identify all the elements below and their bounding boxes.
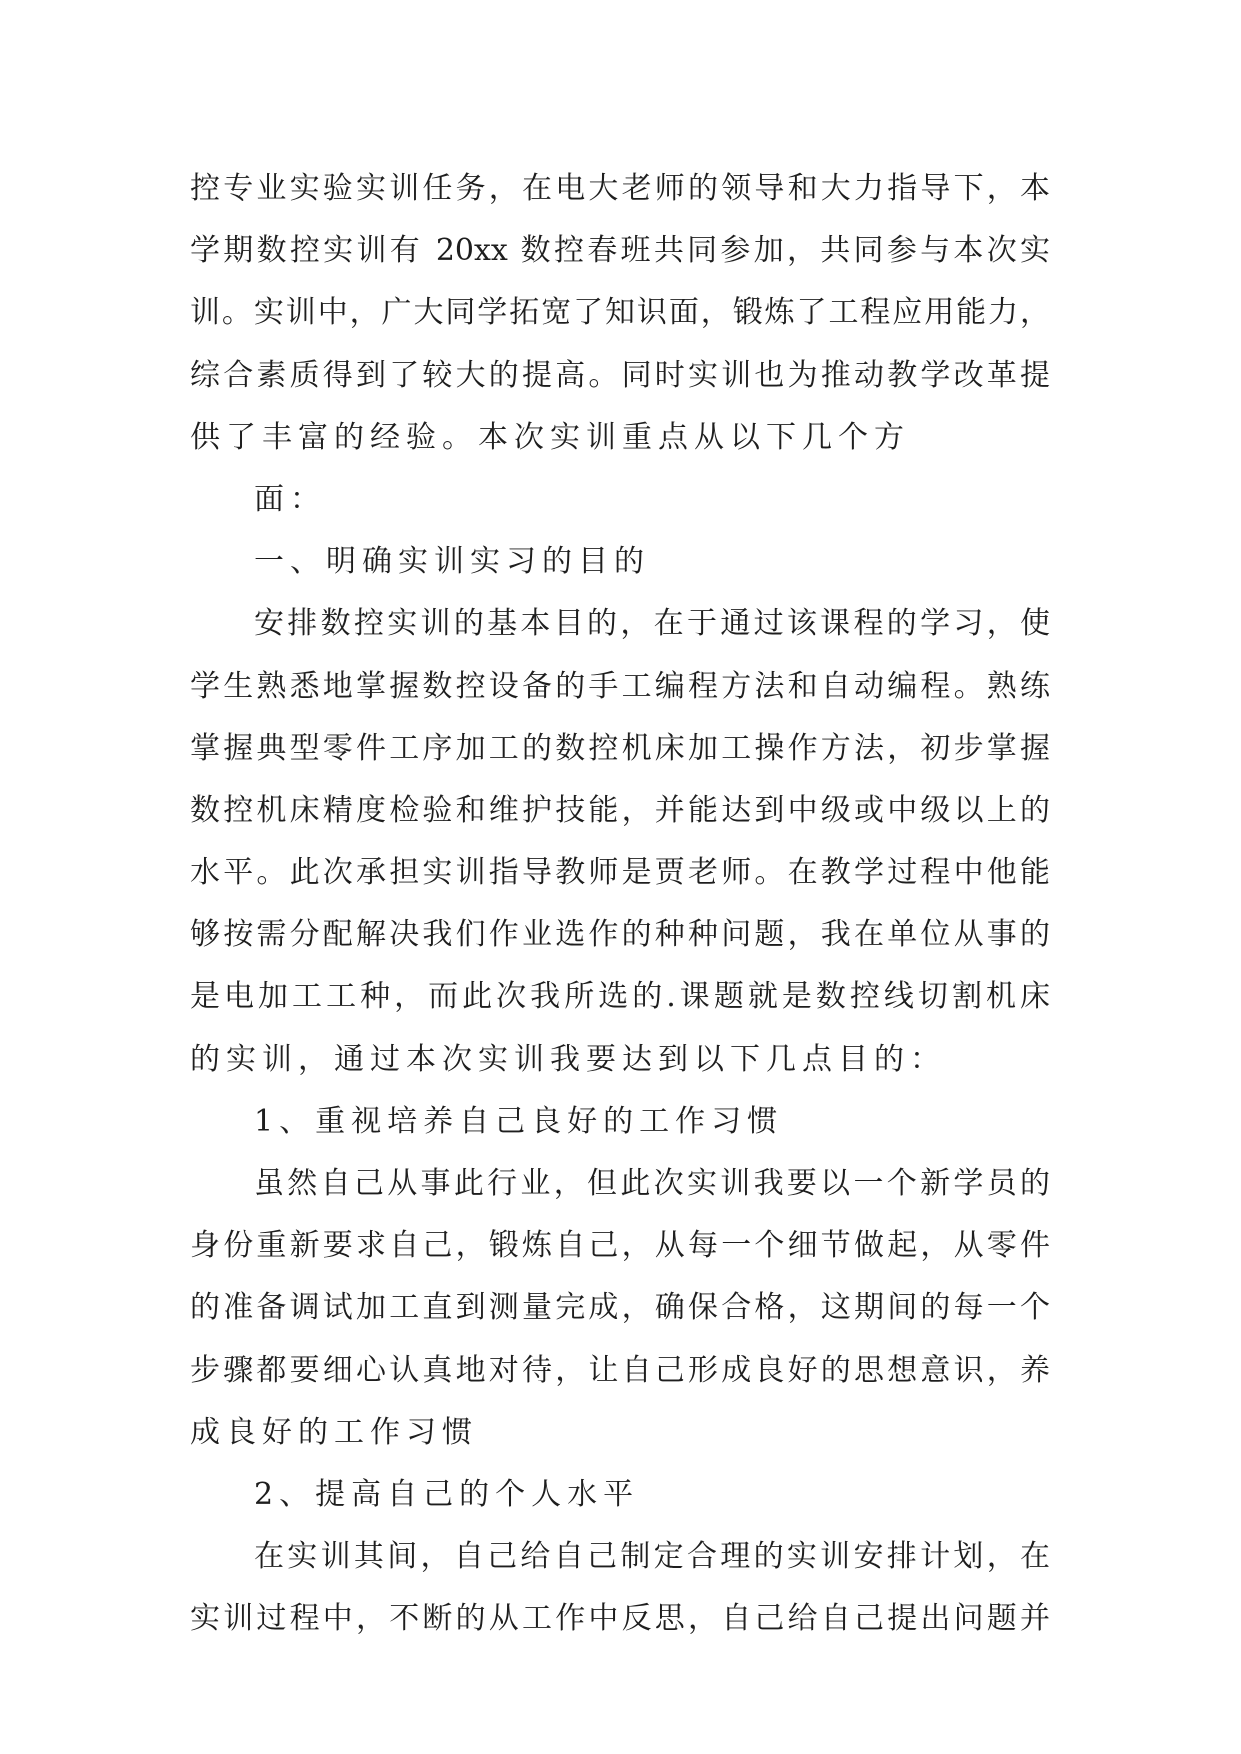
- paragraph-first-line: 虽然自己从事此行业，但此次实训我要以一个新学员的: [254, 1166, 1050, 1201]
- text-line: 的准备调试加工直到测量完成，确保合格，这期间的每一个: [190, 1290, 1050, 1326]
- text-line: 够按需分配解决我们作业选作的种种问题，我在单位从事的: [190, 917, 1050, 953]
- text-line: 成良好的工作习惯: [190, 1414, 478, 1450]
- text-line: 供了丰富的经验。本次实训重点从以下几个方: [190, 419, 910, 455]
- subsection-heading: 1、重视培养自己良好的工作习惯: [254, 1103, 784, 1139]
- subsection-heading: 2、提高自己的个人水平: [254, 1476, 640, 1512]
- text-line: 学期数控实训有 20xx 数控春班共同参加，共同参与本次实: [190, 233, 1050, 269]
- text-line: 训。实训中，广大同学拓宽了知识面，锻炼了工程应用能力，: [190, 295, 1050, 331]
- text-line: 学生熟悉地掌握数控设备的手工编程方法和自动编程。熟练: [190, 668, 1050, 704]
- paragraph-first-line: 在实训其间，自己给自己制定合理的实训安排计划，在: [254, 1539, 1050, 1575]
- text-line: 的实训，通过本次实训我要达到以下几点目的：: [190, 1041, 946, 1077]
- text-line: 是电加工工种，而此次我所选的.课题就是数控线切割机床: [190, 979, 1050, 1015]
- text-line: 实训过程中，不断的从工作中反思，自己给自己提出问题并: [190, 1601, 1050, 1637]
- text-line: 身份重新要求自己，锻炼自己，从每一个细节做起，从零件: [190, 1228, 1050, 1264]
- body-text: [190, 158, 1050, 1651]
- text-line: 步骤都要细心认真地对待，让自己形成良好的思想意识，养: [190, 1352, 1050, 1388]
- text-line: 水平。此次承担实训指导教师是贾老师。在教学过程中他能: [190, 855, 1050, 891]
- text-line: 控专业实验实训任务，在电大老师的领导和大力指导下，本: [190, 171, 1050, 206]
- text-line: 掌握典型零件工序加工的数控机床加工操作方法，初步掌握: [190, 730, 1050, 766]
- section-heading: 一、明确实训实习的目的: [254, 544, 650, 580]
- text-line: 数控机床精度检验和维护技能，并能达到中级或中级以上的: [190, 792, 1050, 828]
- paragraph-first-line: 安排数控实训的基本目的，在于通过该课程的学习，使: [254, 606, 1050, 642]
- text-line: 面：: [254, 481, 326, 517]
- text-line: 综合素质得到了较大的提高。同时实训也为推动教学改革提: [190, 357, 1050, 393]
